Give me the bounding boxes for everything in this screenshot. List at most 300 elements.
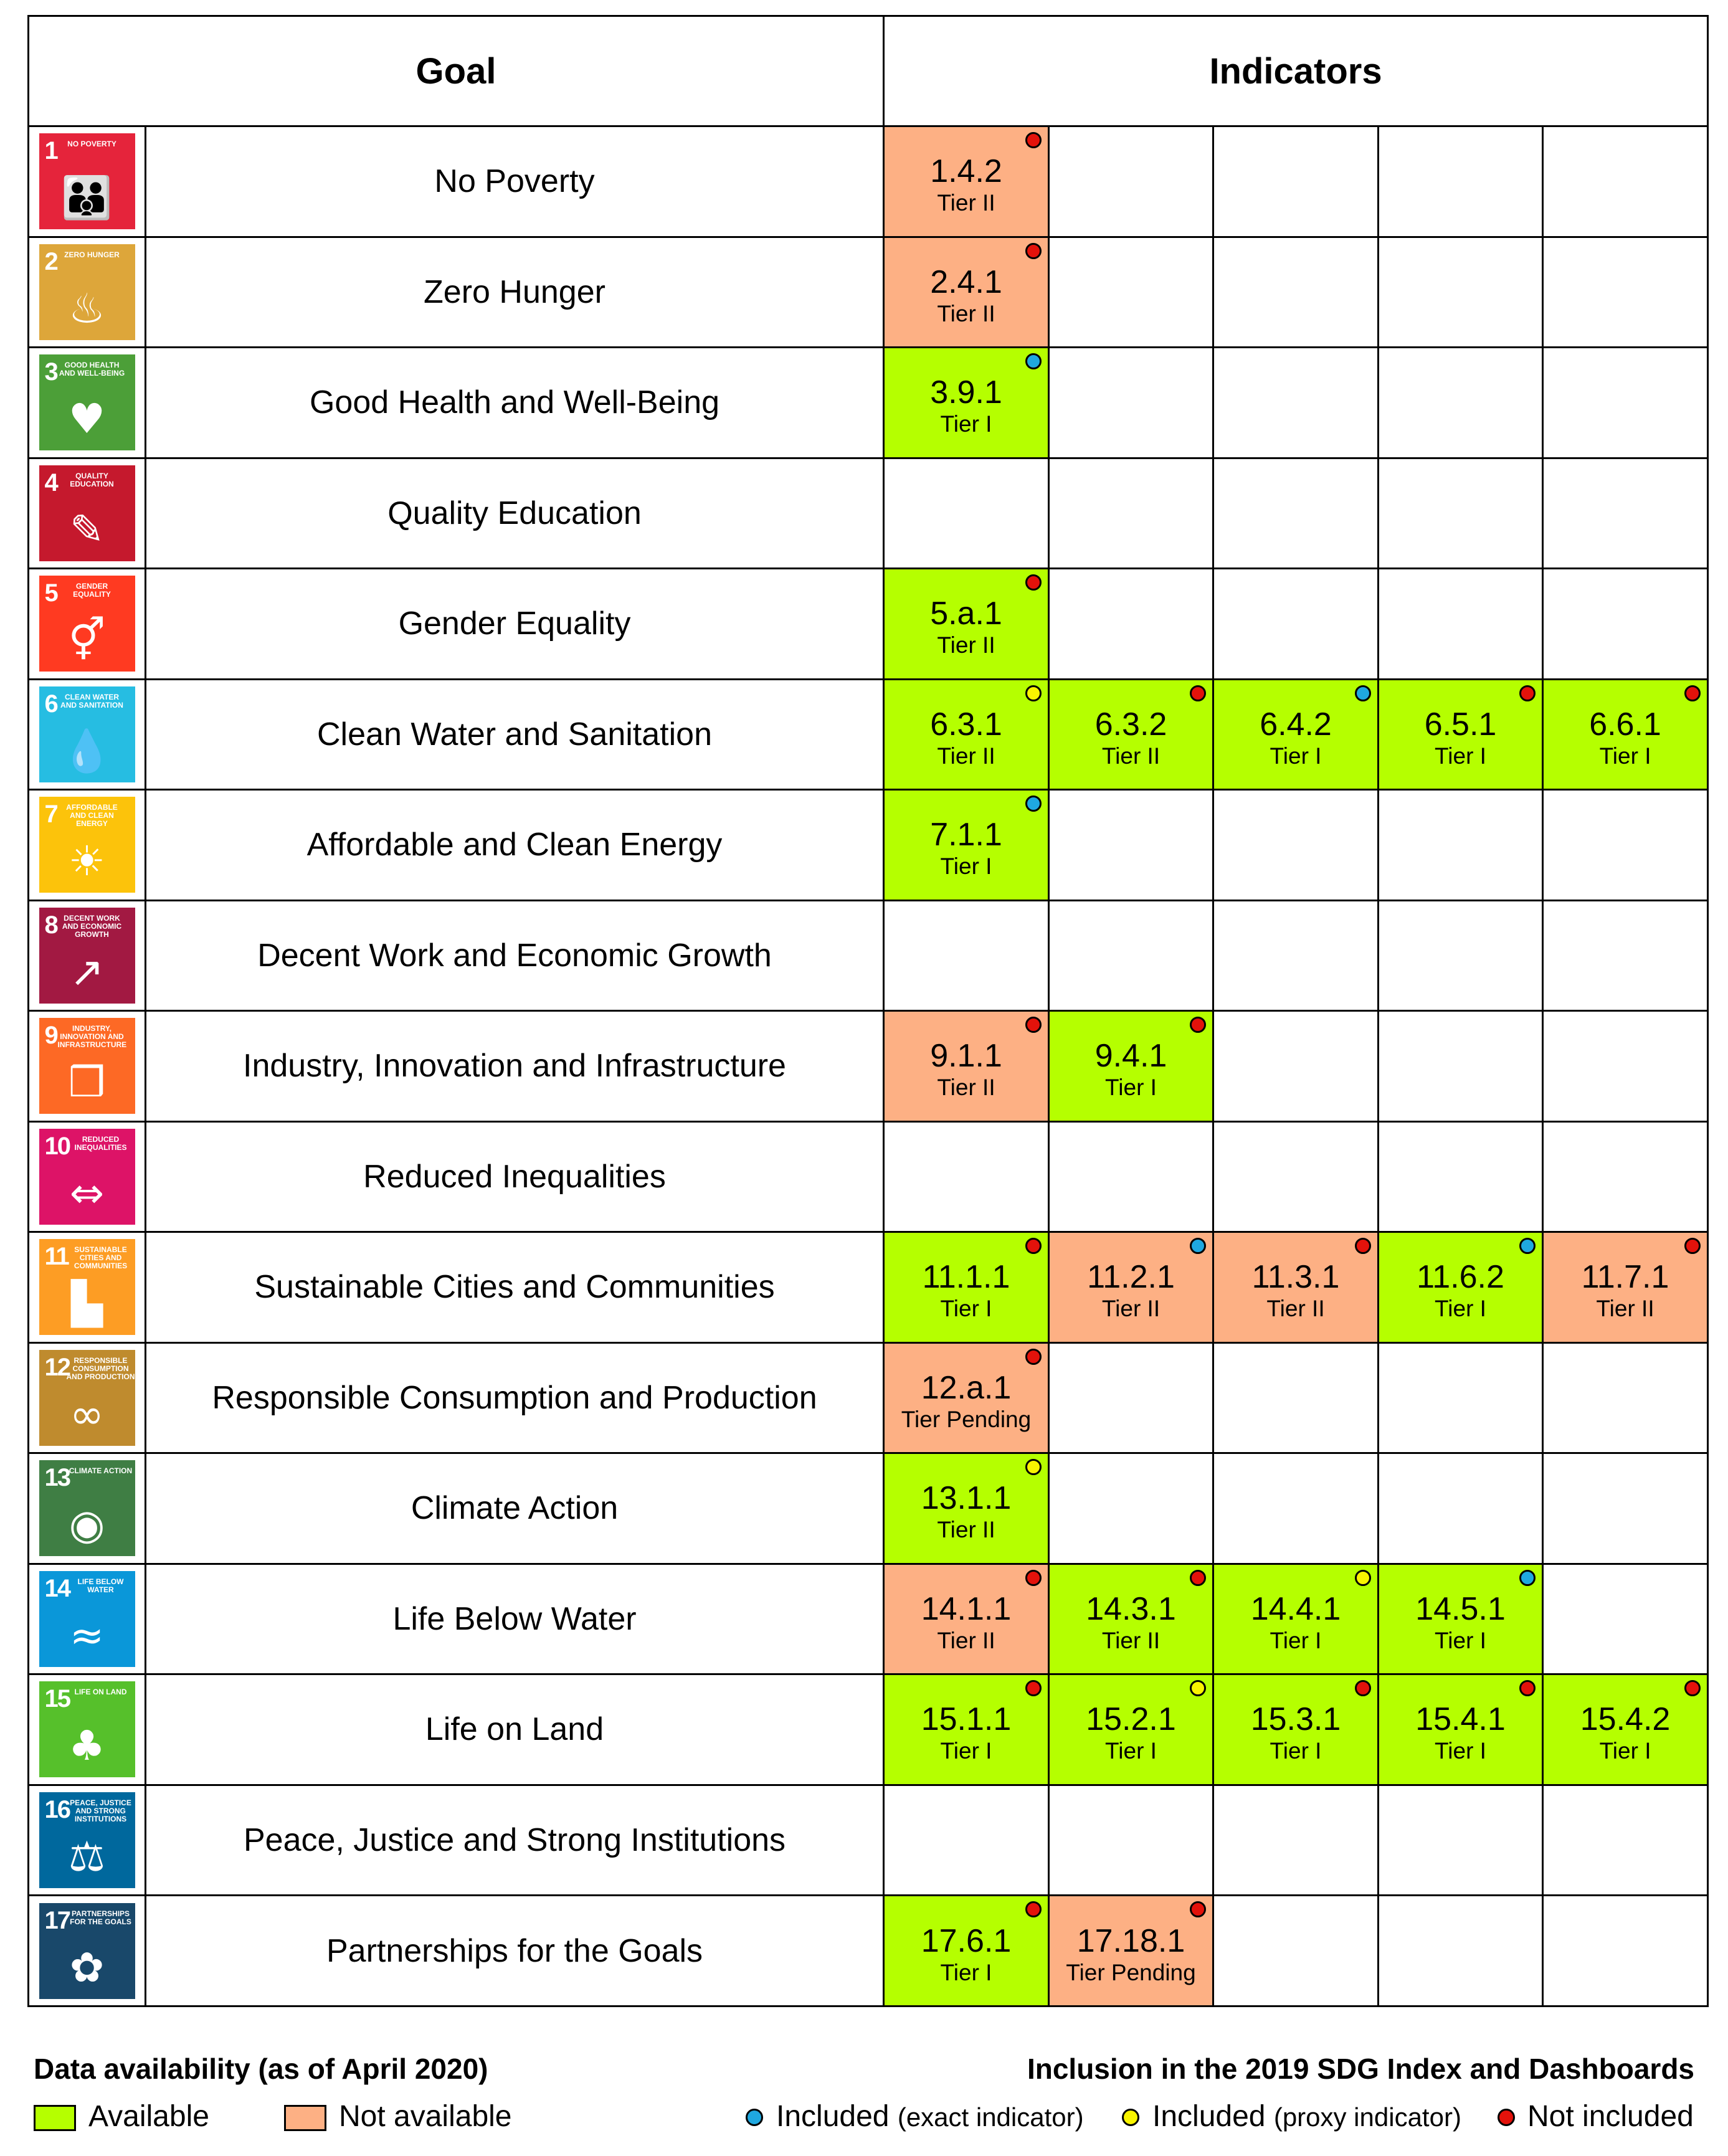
empty-indicator-cell (1379, 1453, 1543, 1564)
indicator-code: 2.4.1 (930, 264, 1002, 300)
exact-note: (exact indicator) (897, 2102, 1084, 2132)
indicator-cell (1049, 1232, 1213, 1343)
goal-icon-caption: LIFE ON LAND (74, 1688, 127, 1697)
goal-icon-caption: PEACE, JUSTICE AND STRONG INSTITUTIONS (70, 1798, 131, 1823)
indicator-cell (1049, 1896, 1213, 2006)
empty-indicator-cell (1049, 1785, 1213, 1896)
inclusion-status-dot (1025, 1459, 1042, 1475)
goal-name: Peace, Justice and Strong Institutions (146, 1785, 884, 1896)
included-proxy-text: Included (1152, 2100, 1266, 2133)
indicator-tier: Tier Pending (901, 1406, 1032, 1432)
goal-icon-caption: INDUSTRY, INNOVATION AND INFRASTRUCTURE (57, 1024, 127, 1050)
goal-number: 14 (44, 1574, 70, 1602)
empty-indicator-cell (1049, 569, 1213, 680)
goal-row-1 (29, 126, 1708, 237)
indicator-tier: Tier I (1105, 1738, 1157, 1764)
proxy-note: (proxy indicator) (1273, 2102, 1461, 2132)
goal-number: 7 (44, 800, 57, 829)
empty-indicator-cell (1543, 1453, 1708, 1564)
goal-icon-cell (29, 237, 146, 348)
empty-indicator-cell (1379, 1896, 1543, 2006)
goal-symbol: ≈ (69, 1611, 105, 1660)
goal-icon-caption: GOOD HEALTH AND WELL-BEING (59, 361, 125, 378)
empty-indicator-cell (1213, 569, 1379, 680)
inclusion-status-dot (1355, 1238, 1371, 1254)
empty-indicator-cell (1379, 790, 1543, 901)
goal-symbol: ⚖ (68, 1832, 106, 1881)
indicator-code: 7.1.1 (930, 817, 1002, 853)
gender-icon (39, 576, 135, 672)
empty-indicator-cell (1213, 348, 1379, 458)
indicator-tier: Tier II (937, 300, 995, 326)
goal-symbol: ⚥ (68, 616, 106, 665)
inclusion-status-dot (1355, 1570, 1371, 1586)
indicator-cell (1379, 1232, 1543, 1343)
indicator-cell (1049, 1011, 1213, 1122)
indicator-code: 12.a.1 (921, 1369, 1012, 1406)
goal-row-7 (29, 790, 1708, 901)
goal-number: 13 (44, 1464, 70, 1492)
empty-indicator-cell (1543, 126, 1708, 237)
empty-indicator-cell (884, 900, 1049, 1011)
indicator-code: 6.4.2 (1260, 706, 1332, 743)
legend (0, 2007, 1728, 2156)
goal-number: 12 (44, 1353, 70, 1381)
empty-indicator-cell (1213, 1121, 1379, 1232)
goal-symbol: ↗ (69, 947, 105, 996)
available-label: Available (88, 2100, 209, 2133)
dove-gavel-icon (39, 1792, 135, 1888)
goal-row-17 (29, 1896, 1708, 2006)
indicator-cell (884, 1564, 1049, 1674)
inclusion-status-dot (1684, 1238, 1701, 1254)
inclusion-status-dot (1025, 795, 1042, 812)
empty-indicator-cell (1213, 900, 1379, 1011)
goal-name: Sustainable Cities and Communities (146, 1232, 884, 1343)
indicator-cell (884, 126, 1049, 237)
goal-name: No Poverty (146, 126, 884, 237)
inclusion-title: Inclusion in the 2019 SDG Index and Dashboards (1027, 2053, 1694, 2085)
empty-indicator-cell (1379, 569, 1543, 680)
goal-row-16 (29, 1785, 1708, 1896)
goal-number: 11 (44, 1243, 69, 1271)
not-included-label: Not included (1527, 2100, 1694, 2133)
empty-indicator-cell (1543, 1011, 1708, 1122)
goal-icon-cell (29, 1342, 146, 1453)
indicator-cell (884, 679, 1049, 790)
indicator-code: 14.5.1 (1415, 1590, 1506, 1627)
empty-indicator-cell (1379, 1011, 1543, 1122)
equality-icon (39, 1129, 135, 1225)
empty-indicator-cell (1049, 348, 1213, 458)
indicator-tier: Tier II (937, 632, 995, 658)
indicator-code: 9.1.1 (930, 1038, 1002, 1075)
indicator-code: 14.3.1 (1086, 1590, 1176, 1627)
indicator-tier: Tier I (1435, 1738, 1486, 1764)
empty-indicator-cell (1379, 1121, 1543, 1232)
indicator-code: 3.9.1 (930, 374, 1002, 411)
goal-name: Responsible Consumption and Production (146, 1342, 884, 1453)
indicator-tier: Tier II (1101, 1296, 1161, 1322)
infinity-icon (39, 1350, 135, 1446)
goal-icon-cell (29, 1674, 146, 1785)
indicator-tier: Tier I (940, 411, 992, 437)
indicator-cell (1213, 1674, 1379, 1785)
indicator-cell (884, 1453, 1049, 1564)
indicator-cell (884, 1674, 1049, 1785)
goal-number: 17 (44, 1906, 70, 1934)
goal-icon-caption: REDUCED INEQUALITIES (74, 1134, 127, 1152)
empty-indicator-cell (1543, 569, 1708, 680)
goal-row-12 (29, 1342, 1708, 1453)
goal-symbol: ✎ (69, 505, 105, 554)
empty-indicator-cell (1049, 126, 1213, 237)
goal-icon-caption: AFFORDABLE AND CLEAN ENERGY (66, 803, 118, 829)
indicator-code: 15.2.1 (1086, 1701, 1176, 1738)
inclusion-status-dot (1025, 132, 1042, 148)
indicator-code: 11.7.1 (1581, 1259, 1669, 1296)
indicator-code: 6.3.1 (930, 706, 1002, 743)
goal-number: 16 (44, 1795, 70, 1823)
goal-icon-caption: CLIMATE ACTION (69, 1466, 133, 1476)
indicator-tier: Tier II (937, 743, 995, 769)
growth-chart-icon (39, 908, 135, 1004)
goal-icon-cell (29, 1564, 146, 1674)
indicator-tier: Tier I (940, 853, 992, 880)
indicator-tier: Tier I (1599, 1738, 1651, 1764)
indicator-cell (884, 569, 1049, 680)
indicator-tier: Tier I (1435, 1627, 1486, 1653)
goal-icon-cell (29, 1896, 146, 2006)
indicator-code: 15.4.2 (1580, 1701, 1671, 1738)
empty-indicator-cell (1049, 458, 1213, 569)
goal-name: Partnerships for the Goals (146, 1896, 884, 2006)
goal-name: Industry, Innovation and Infrastructure (146, 1011, 884, 1122)
inclusion-status-dot (1190, 1238, 1206, 1254)
header-row (29, 16, 1708, 126)
goal-icon-cell (29, 1453, 146, 1564)
included-exact-label (776, 2099, 1084, 2134)
book-icon (39, 465, 135, 561)
goal-number: 1 (44, 137, 57, 165)
empty-indicator-cell (1049, 790, 1213, 901)
cubes-icon (39, 1018, 135, 1114)
empty-indicator-cell (1049, 1121, 1213, 1232)
indicator-tier: Tier II (937, 190, 995, 216)
indicator-tier: Tier I (1270, 1738, 1322, 1764)
included-proxy-label (1152, 2099, 1461, 2134)
goal-icon-caption: CLEAN WATER AND SANITATION (60, 692, 123, 710)
indicator-cell (1213, 1232, 1379, 1343)
goal-symbol: ⇔ (69, 1169, 105, 1217)
inclusion-status-dot (1519, 1570, 1536, 1586)
goal-symbol: 💧 (61, 726, 113, 775)
empty-indicator-cell (1543, 1121, 1708, 1232)
indicator-cell (884, 1011, 1049, 1122)
indicator-tier: Tier II (1101, 743, 1161, 769)
inclusion-status-dot (1025, 243, 1042, 259)
goal-row-5 (29, 569, 1708, 680)
indicator-code: 11.3.1 (1251, 1259, 1340, 1296)
indicator-code: 6.6.1 (1589, 706, 1661, 743)
goal-name: Life Below Water (146, 1564, 884, 1674)
goal-icon-cell (29, 900, 146, 1011)
indicator-tier: Tier I (1599, 743, 1651, 769)
goal-icon-caption: SUSTAINABLE CITIES AND COMMUNITIES (74, 1245, 128, 1271)
indicator-tier: Tier II (1101, 1627, 1161, 1653)
goal-symbol: ♨ (68, 284, 106, 333)
indicator-cell (1543, 1232, 1708, 1343)
indicator-code: 11.1.1 (922, 1259, 1010, 1296)
goal-icon-caption: QUALITY EDUCATION (70, 471, 114, 488)
goal-rows (29, 126, 1708, 2006)
goal-name: Decent Work and Economic Growth (146, 900, 884, 1011)
empty-indicator-cell (1213, 1453, 1379, 1564)
indicator-cell (1049, 679, 1213, 790)
goal-row-2 (29, 237, 1708, 348)
empty-indicator-cell (884, 1785, 1049, 1896)
indicator-cell (884, 790, 1049, 901)
goal-symbol: ♣ (68, 1722, 106, 1770)
empty-indicator-cell (1543, 237, 1708, 348)
indicator-tier: Tier I (1270, 743, 1322, 769)
empty-indicator-cell (1379, 1342, 1543, 1453)
goal-number: 5 (44, 579, 57, 607)
indicator-code: 11.6.2 (1417, 1259, 1504, 1296)
goal-icon-cell (29, 458, 146, 569)
inclusion-status-dot (1025, 1349, 1042, 1365)
not-included-dot (1498, 2109, 1515, 2126)
flower-rings-icon (39, 1903, 135, 1999)
empty-indicator-cell (1543, 1896, 1708, 2006)
empty-indicator-cell (1543, 790, 1708, 901)
goal-number: 10 (44, 1132, 70, 1160)
empty-indicator-cell (1049, 1342, 1213, 1453)
indicator-code: 5.a.1 (930, 596, 1002, 632)
indicator-code: 15.4.1 (1415, 1701, 1506, 1738)
indicator-cell (1379, 679, 1543, 790)
city-icon (39, 1239, 135, 1335)
empty-indicator-cell (1543, 900, 1708, 1011)
empty-indicator-cell (884, 1121, 1049, 1232)
goal-symbol: ♥ (68, 395, 106, 444)
empty-indicator-cell (1379, 348, 1543, 458)
indicator-cell (1213, 1564, 1379, 1674)
inclusion-status-dot (1519, 1238, 1536, 1254)
water-drop-icon (39, 686, 135, 782)
indicator-tier: Tier Pending (1066, 1959, 1196, 1985)
indicator-tier: Tier I (940, 1959, 992, 1985)
indicator-tier: Tier I (1435, 1296, 1486, 1322)
empty-indicator-cell (1213, 458, 1379, 569)
goal-number: 6 (44, 690, 57, 718)
inclusion-status-dot (1025, 1680, 1042, 1696)
indicator-tier: Tier II (1266, 1296, 1325, 1322)
goal-icon-cell (29, 1232, 146, 1343)
empty-indicator-cell (1543, 458, 1708, 569)
empty-indicator-cell (1213, 1011, 1379, 1122)
goal-number: 3 (44, 358, 57, 386)
empty-indicator-cell (1213, 1785, 1379, 1896)
goal-symbol: ▙ (71, 1280, 103, 1328)
inclusion-status-dot (1684, 685, 1701, 701)
goal-number: 9 (44, 1022, 57, 1050)
indicator-tier: Tier I (1270, 1627, 1322, 1653)
goal-name: Gender Equality (146, 569, 884, 680)
empty-indicator-cell (1379, 458, 1543, 569)
inclusion-status-dot (1025, 353, 1042, 369)
indicator-cell (1543, 679, 1708, 790)
not-available-label: Not available (339, 2100, 512, 2133)
indicator-tier: Tier I (1435, 743, 1486, 769)
exact-indicator-dot (746, 2109, 763, 2126)
indicator-code: 9.4.1 (1094, 1038, 1167, 1075)
sun-icon (39, 797, 135, 893)
indicator-tier: Tier II (937, 1517, 995, 1543)
empty-indicator-cell (1379, 900, 1543, 1011)
inclusion-status-dot (1684, 1680, 1701, 1696)
empty-indicator-cell (1213, 1896, 1379, 2006)
inclusion-status-dot (1190, 1570, 1206, 1586)
empty-indicator-cell (1543, 1564, 1708, 1674)
inclusion-status-dot (1190, 1680, 1206, 1696)
indicator-cell (884, 1342, 1049, 1453)
empty-indicator-cell (1049, 237, 1213, 348)
empty-indicator-cell (1543, 1785, 1708, 1896)
inclusion-status-dot (1190, 685, 1206, 701)
goal-row-3 (29, 348, 1708, 458)
indicator-code: 11.2.1 (1087, 1259, 1175, 1296)
goal-icon-cell (29, 679, 146, 790)
goal-name: Climate Action (146, 1453, 884, 1564)
empty-indicator-cell (1379, 1785, 1543, 1896)
indicator-code: 15.3.1 (1250, 1701, 1341, 1738)
goal-name: Zero Hunger (146, 237, 884, 348)
goal-row-6 (29, 679, 1708, 790)
empty-indicator-cell (1379, 237, 1543, 348)
goal-icon-caption: RESPONSIBLE CONSUMPTION AND PRODUCTION (66, 1356, 135, 1381)
empty-indicator-cell (1213, 790, 1379, 901)
goal-icon-caption: PARTNERSHIPS FOR THE GOALS (70, 1909, 131, 1926)
inclusion-status-dot (1025, 574, 1042, 591)
goal-row-10 (29, 1121, 1708, 1232)
goal-row-8 (29, 900, 1708, 1011)
goal-row-14 (29, 1564, 1708, 1674)
indicator-cell (1213, 679, 1379, 790)
inclusion-status-dot (1519, 685, 1536, 701)
goal-row-9 (29, 1011, 1708, 1122)
fish-icon (39, 1571, 135, 1667)
empty-indicator-cell (1543, 1342, 1708, 1453)
indicator-tier: Tier I (940, 1738, 992, 1764)
indicator-code: 14.4.1 (1250, 1590, 1341, 1627)
goal-name: Good Health and Well-Being (146, 348, 884, 458)
empty-indicator-cell (1213, 237, 1379, 348)
goal-icon-cell (29, 790, 146, 901)
inclusion-status-dot (1025, 1901, 1042, 1917)
indicator-tier: Tier II (1596, 1296, 1654, 1322)
goal-icon-caption: LIFE BELOW WATER (77, 1577, 124, 1594)
indicator-cell (1543, 1674, 1708, 1785)
goal-symbol: ◉ (69, 1501, 105, 1549)
sdg-indicator-table (27, 15, 1709, 2007)
available-swatch (34, 2105, 76, 2131)
inclusion-status-dot (1025, 1017, 1042, 1033)
inclusion-status-dot (1190, 1017, 1206, 1033)
goal-icon-cell (29, 569, 146, 680)
inclusion-status-dot (1025, 1570, 1042, 1586)
goal-icon-caption: GENDER EQUALITY (73, 582, 111, 599)
goal-name: Affordable and Clean Energy (146, 790, 884, 901)
inclusion-status-dot (1025, 685, 1042, 701)
goal-name: Life on Land (146, 1674, 884, 1785)
goal-number: 4 (44, 468, 57, 496)
goal-icon-cell (29, 126, 146, 237)
inclusion-status-dot (1519, 1680, 1536, 1696)
indicator-code: 14.1.1 (921, 1590, 1012, 1627)
tree-icon (39, 1681, 135, 1777)
indicator-code: 1.4.2 (930, 153, 1002, 190)
goal-number: 8 (44, 911, 57, 939)
eye-globe-icon (39, 1460, 135, 1556)
goal-name: Quality Education (146, 458, 884, 569)
goal-icon-caption: ZERO HUNGER (64, 250, 120, 259)
empty-indicator-cell (1049, 900, 1213, 1011)
goal-name: Clean Water and Sanitation (146, 679, 884, 790)
goal-icon-cell (29, 348, 146, 458)
indicator-cell (884, 348, 1049, 458)
proxy-indicator-dot (1122, 2109, 1139, 2126)
indicator-cell (1049, 1564, 1213, 1674)
family-icon (39, 133, 135, 229)
goal-name: Reduced Inequalities (146, 1121, 884, 1232)
data-availability-title: Data availability (as of April 2020) (34, 2053, 488, 2085)
goal-symbol: ∞ (70, 1390, 104, 1438)
goal-icon-caption: DECENT WORK AND ECONOMIC GROWTH (62, 913, 122, 939)
goal-row-15 (29, 1674, 1708, 1785)
empty-indicator-cell (1049, 1453, 1213, 1564)
indicator-code: 17.6.1 (921, 1922, 1012, 1959)
indicator-tier: Tier II (937, 1075, 995, 1101)
bowl-icon (39, 244, 135, 340)
empty-indicator-cell (884, 458, 1049, 569)
indicator-cell (884, 1896, 1049, 2006)
empty-indicator-cell (1213, 1342, 1379, 1453)
empty-indicator-cell (1379, 126, 1543, 237)
inclusion-status-dot (1355, 685, 1371, 701)
inclusion-status-dot (1190, 1901, 1206, 1917)
empty-indicator-cell (1543, 348, 1708, 458)
goal-number: 2 (44, 247, 57, 275)
goal-icon-cell (29, 1011, 146, 1122)
goal-symbol: ❒ (68, 1058, 106, 1107)
empty-indicator-cell (1213, 126, 1379, 237)
goal-row-13 (29, 1453, 1708, 1564)
not-available-swatch (284, 2105, 326, 2131)
indicator-cell (1379, 1564, 1543, 1674)
inclusion-status-dot (1355, 1680, 1371, 1696)
goal-symbol: 👪 (61, 174, 113, 222)
indicator-tier: Tier II (937, 1627, 995, 1653)
indicator-cell (884, 237, 1049, 348)
included-exact-text: Included (776, 2100, 890, 2133)
goal-row-4 (29, 458, 1708, 569)
indicator-cell (1379, 1674, 1543, 1785)
indicators-column-header: Indicators (884, 16, 1708, 126)
indicator-code: 13.1.1 (921, 1480, 1012, 1517)
goal-number: 15 (44, 1685, 70, 1713)
goal-icon-cell (29, 1785, 146, 1896)
